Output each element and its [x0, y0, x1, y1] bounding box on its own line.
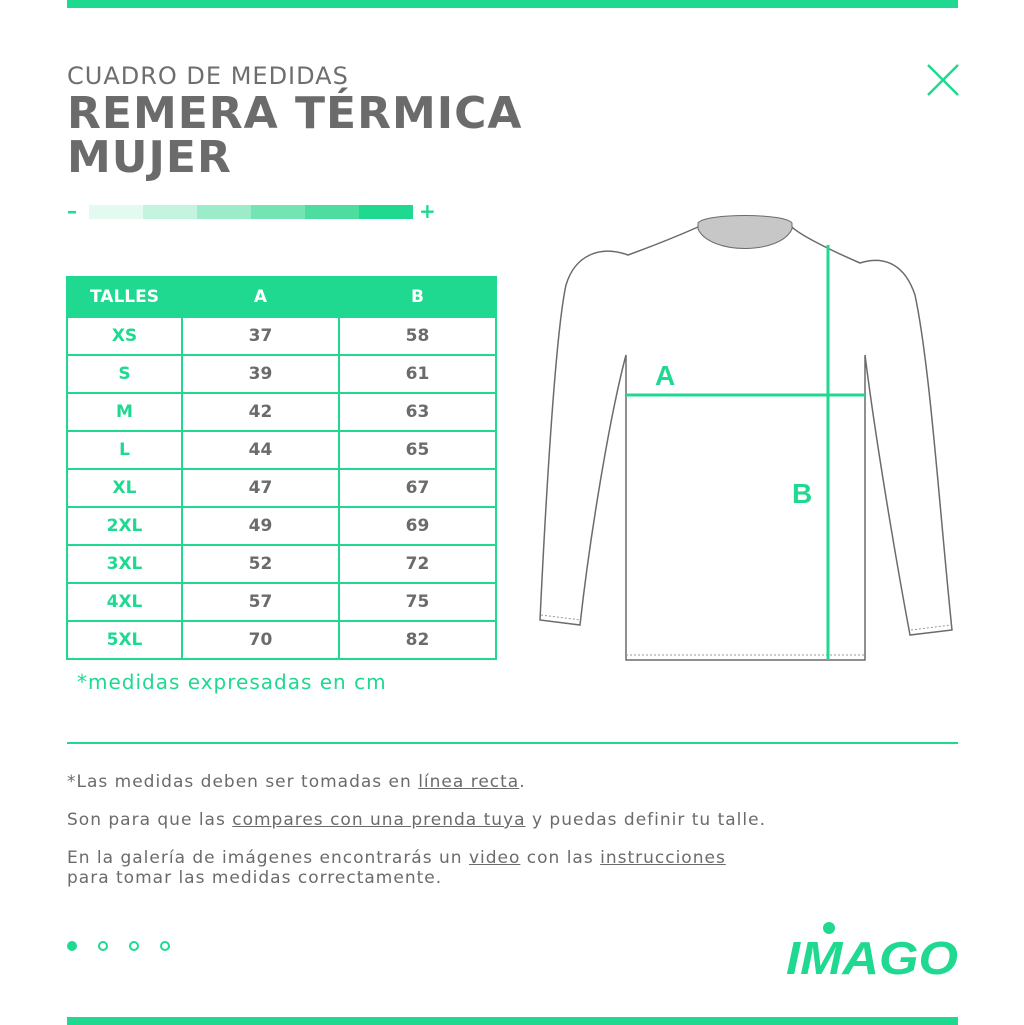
top-accent-bar: [67, 0, 958, 8]
bottom-accent-bar: [67, 1017, 958, 1025]
carousel-dot[interactable]: [98, 941, 108, 951]
table-row: [67, 317, 496, 355]
size-cell: 2XL: [67, 507, 182, 545]
scale-segment: [89, 205, 143, 219]
measure-a-cell: 39: [182, 355, 339, 393]
measure-b-cell: 61: [339, 355, 496, 393]
size-cell: 4XL: [67, 583, 182, 621]
info-text: Son para que las: [67, 810, 233, 830]
measure-a-cell: 57: [182, 583, 339, 621]
measure-a-cell: 49: [182, 507, 339, 545]
measure-a-cell: 47: [182, 469, 339, 507]
table-row: [67, 355, 496, 393]
page-subtitle: CUADRO DE MEDIDAS: [67, 62, 349, 90]
table-row: [67, 545, 496, 583]
info-text: y puedas definir tu talle.: [525, 810, 766, 830]
link-video[interactable]: video: [468, 848, 521, 868]
size-cell: M: [67, 393, 182, 431]
scale-segment: [359, 205, 413, 219]
section-divider: [67, 742, 958, 744]
label-a: A: [655, 360, 676, 391]
link-linea-recta[interactable]: línea recta: [418, 772, 520, 792]
close-icon: [925, 62, 961, 98]
size-cell: 3XL: [67, 545, 182, 583]
info-text: con las: [520, 848, 601, 868]
link-compares[interactable]: compares con una prenda tuya: [232, 810, 526, 830]
imago-logo: [786, 920, 960, 980]
measure-b-cell: 58: [339, 317, 496, 355]
carousel-dot[interactable]: [129, 941, 139, 951]
table-header-row: [67, 277, 496, 317]
table-row: [67, 431, 496, 469]
scale-segment: [197, 205, 251, 219]
info-text: .: [519, 772, 526, 792]
scale-minus: –: [67, 199, 77, 223]
shirt-stitching: [541, 615, 951, 655]
table-row: [67, 507, 496, 545]
svg-text:IMAGO: IMAGO: [786, 932, 959, 980]
measure-a-cell: 44: [182, 431, 339, 469]
measure-a-cell: 42: [182, 393, 339, 431]
measure-b-cell: 75: [339, 583, 496, 621]
table-row: [67, 469, 496, 507]
table-row: [67, 621, 496, 659]
size-cell: L: [67, 431, 182, 469]
scale-segment: [305, 205, 359, 219]
measure-b-cell: 65: [339, 431, 496, 469]
scale-segment: [143, 205, 197, 219]
size-table: [66, 276, 497, 660]
size-cell: S: [67, 355, 182, 393]
carousel-dot[interactable]: [67, 941, 77, 951]
info-line-3: [67, 848, 726, 888]
measure-b-cell: 67: [339, 469, 496, 507]
size-cell: XS: [67, 317, 182, 355]
measure-b-cell: 63: [339, 393, 496, 431]
fit-scale: [67, 201, 447, 223]
shirt-outline: [540, 227, 952, 660]
label-b: B: [792, 478, 813, 509]
info-text: para tomar las medidas correctamente.: [67, 868, 443, 888]
measure-b-cell: 69: [339, 507, 496, 545]
measure-b-cell: 82: [339, 621, 496, 659]
header-b: B: [339, 277, 496, 317]
scale-segment: [251, 205, 305, 219]
info-text: *Las medidas deben ser tomadas en: [67, 772, 419, 792]
measure-a-cell: 70: [182, 621, 339, 659]
units-note: *medidas expresadas en cm: [77, 670, 387, 694]
measure-a-cell: 37: [182, 317, 339, 355]
measure-a-cell: 52: [182, 545, 339, 583]
scale-plus: +: [419, 199, 436, 223]
title-line-2: MUJER: [67, 132, 232, 183]
title-line-1: REMERA TÉRMICA: [67, 88, 523, 139]
shirt-diagram: [530, 215, 970, 675]
info-line-1: [67, 772, 526, 792]
header-talles: TALLES: [67, 277, 182, 317]
close-button[interactable]: [925, 62, 961, 98]
header-a: A: [182, 277, 339, 317]
info-text: En la galería de imágenes encontrarás un: [67, 848, 469, 868]
size-cell: XL: [67, 469, 182, 507]
table-row: [67, 583, 496, 621]
info-line-2: [67, 810, 766, 830]
page-title: [67, 88, 523, 183]
link-instrucciones[interactable]: instrucciones: [600, 848, 726, 868]
shirt-collar: [698, 216, 792, 249]
table-row: [67, 393, 496, 431]
measure-b-cell: 72: [339, 545, 496, 583]
size-cell: 5XL: [67, 621, 182, 659]
carousel-dot[interactable]: [160, 941, 170, 951]
